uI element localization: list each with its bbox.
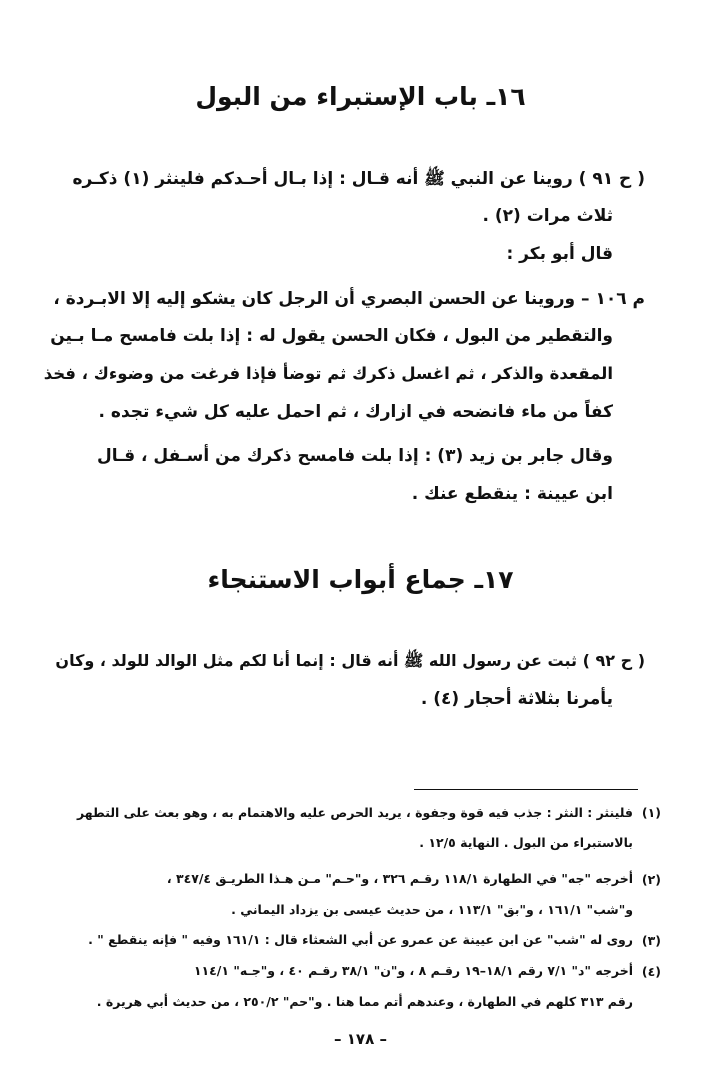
hadith-91-line-1: ( ح ٩١ ) روينا عن النبي ﷺ أنه قـال : إذا بـال أحـدكم فلينثر (١) ذكـره [72,169,645,189]
footnote-1-line-1: فلينثر : النثر : جذب فيه قوة وجفوة ، يريد الحرص عليه والاهتمام به ، وهو بعث على التطهر [77,805,633,820]
jabir-line-2: ابن عيينة : ينقطع عنك . [411,484,613,504]
hadith-92-line-2: يأمرنا بثلاثة أحجار (٤) . [420,689,613,709]
athar-106-line-1: م ١٠٦ – وروينا عن الحسن البصري أن الرجل كان يشكو إليه إلا الابـردة ، [53,289,645,309]
footnote-separator [414,789,638,790]
athar-106-line-2: والتقطير من البول ، فكان الحسن يقول له : إذا بلت فامسح مـا بـين [50,326,613,346]
chapter-16-title: ١٦ـ باب الإستبراء من البول [195,82,526,111]
footnote-4-number: (٤) [641,964,661,979]
footnote-4-line-2: رقم ٣١٣ كلهم في الطهارة ، وعندهم أتم مما هنا . و"حم" ٢٥٠/٢ ، من حديث أبي هريرة . [96,994,633,1009]
athar-106-line-4: كفاً من ماء فانضحه في ازارك ، ثم احمل عليه كل شيء تجده . [98,402,613,422]
footnote-2-line-1: أخرجه "جه" في الطهارة ١١٨/١ رقـم ٣٢٦ ، و"حـم" مـن هـذا الطريـق ٣٤٧/٤ ، [166,871,633,886]
hadith-91-line-2: ثلاث مرات (٢) . [482,206,613,226]
athar-106-line-3: المقعدة والذكر ، ثم اغسل ذكرك ثم توضأ فإذا فرغت من وضوءك ، فخذ [43,364,613,383]
footnote-3-number: (٣) [641,933,661,948]
footnote-2-number: (٢) [641,872,661,887]
footnote-2-line-2: و"شب" ١٦١/١ ، و"بق" ١١٣/١ ، من حديث عيسى بن يزداد اليماني . [231,902,633,917]
page-number: – ١٧٨ – [334,1030,387,1048]
footnote-3-line-1: روى له "شب" عن ابن عيينة عن عمرو عن أبي الشعثاء قال : ١٦١/١ وفيه " فإنه ينقطع " . [88,932,633,947]
chapter-17-title: ١٧ـ جماع أبواب الاستنجاء [207,565,514,594]
footnote-1-number: (١) [641,805,661,820]
abu-bakr-said: قال أبو بكر : [506,244,613,264]
footnote-4-line-1: أخرجه "د" ٧/١ رقم ١٨/١–١٩ رقـم ٨ ، و"ن" ٣٨/١ رقـم ٤٠ ، و"جـه" ١١٤/١ [193,963,633,978]
jabir-line-1: وقال جابر بن زيد (٣) : إذا بلت فامسح ذكرك من أسـفل ، قـال [97,446,613,466]
footnote-1-line-2: بالاستبراء من البول . النهاية ١٢/٥ . [419,835,633,850]
hadith-92-line-1: ( ح ٩٢ ) ثبت عن رسول الله ﷺ أنه قال : إنما أنا لكم مثل الوالد للولد ، وكان [55,651,645,670]
